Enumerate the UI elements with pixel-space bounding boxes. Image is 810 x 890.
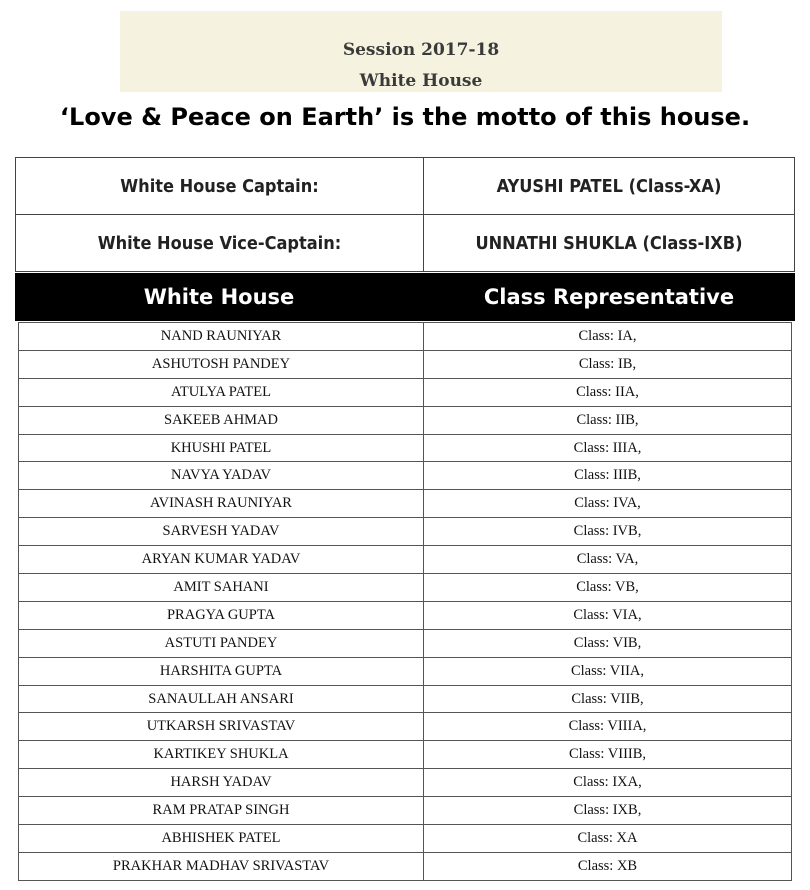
table-row bbox=[19, 378, 792, 406]
representative-class: Class: IVA, bbox=[424, 490, 792, 518]
representative-name: RAM PRATAP SINGH bbox=[19, 797, 424, 825]
table-row bbox=[19, 462, 792, 490]
representative-name: SARVESH YADAV bbox=[19, 518, 424, 546]
representative-name: ARYAN KUMAR YADAV bbox=[19, 546, 424, 574]
representative-class: Class: XA bbox=[424, 825, 792, 853]
representative-class: Class: VIIA, bbox=[424, 657, 792, 685]
table-row bbox=[19, 323, 792, 351]
leaders-table bbox=[15, 157, 795, 272]
representative-name: ASTUTI PANDEY bbox=[19, 629, 424, 657]
header-class-representative: Class Representative bbox=[483, 285, 735, 309]
representative-class: Class: IXB, bbox=[424, 797, 792, 825]
table-row bbox=[19, 601, 792, 629]
representative-name: SAKEEB AHMAD bbox=[19, 406, 424, 434]
representative-class: Class: XB bbox=[424, 852, 792, 880]
table-row bbox=[19, 657, 792, 685]
vice-captain-role: White House Vice-Captain: bbox=[16, 215, 424, 272]
representative-name: PRAGYA GUPTA bbox=[19, 601, 424, 629]
table-row bbox=[19, 797, 792, 825]
representative-name: AMIT SAHANI bbox=[19, 574, 424, 602]
representative-class: Class: VIA, bbox=[424, 601, 792, 629]
table-row bbox=[19, 546, 792, 574]
representative-name: ASHUTOSH PANDEY bbox=[19, 350, 424, 378]
representative-name: PRAKHAR MADHAV SRIVASTAV bbox=[19, 852, 424, 880]
representative-class: Class: VIIIB, bbox=[424, 741, 792, 769]
house-label: White House bbox=[359, 71, 483, 91]
representative-name: KARTIKEY SHUKLA bbox=[19, 741, 424, 769]
representative-name: HARSHITA GUPTA bbox=[19, 657, 424, 685]
representative-name: ATULYA PATEL bbox=[19, 378, 424, 406]
representative-name: ABHISHEK PATEL bbox=[19, 825, 424, 853]
representative-class: Class: IVB, bbox=[424, 518, 792, 546]
session-banner bbox=[120, 11, 722, 92]
captain-row bbox=[16, 158, 795, 215]
representative-class: Class: VIIIA, bbox=[424, 713, 792, 741]
representative-class: Class: VA, bbox=[424, 546, 792, 574]
table-row bbox=[19, 434, 792, 462]
representative-class: Class: IIIB, bbox=[424, 462, 792, 490]
vice-captain-row bbox=[16, 215, 795, 272]
table-row bbox=[19, 852, 792, 880]
table-row bbox=[19, 713, 792, 741]
table-row bbox=[19, 769, 792, 797]
table-row bbox=[19, 490, 792, 518]
captain-role: White House Captain: bbox=[16, 158, 424, 215]
table-row bbox=[19, 741, 792, 769]
representative-name: KHUSHI PATEL bbox=[19, 434, 424, 462]
header-house: White House bbox=[143, 285, 295, 309]
table-header bbox=[15, 273, 795, 321]
table-row bbox=[19, 350, 792, 378]
representative-class: Class: IXA, bbox=[424, 769, 792, 797]
table-row bbox=[19, 629, 792, 657]
table-row bbox=[19, 685, 792, 713]
representative-name: NAVYA YADAV bbox=[19, 462, 424, 490]
representative-class: Class: VIB, bbox=[424, 629, 792, 657]
representative-name: AVINASH RAUNIYAR bbox=[19, 490, 424, 518]
table-row bbox=[19, 825, 792, 853]
table-row bbox=[19, 518, 792, 546]
representative-name: HARSH YADAV bbox=[19, 769, 424, 797]
representative-name: NAND RAUNIYAR bbox=[19, 323, 424, 351]
representative-class: Class: IIA, bbox=[424, 378, 792, 406]
representative-class: Class: VIIB, bbox=[424, 685, 792, 713]
representatives-table bbox=[18, 322, 792, 881]
representative-class: Class: IA, bbox=[424, 323, 792, 351]
representative-name: SANAULLAH ANSARI bbox=[19, 685, 424, 713]
house-motto: ‘Love & Peace on Earth’ is the motto of this house. bbox=[59, 103, 751, 131]
table-row bbox=[19, 406, 792, 434]
table-row bbox=[19, 574, 792, 602]
representative-class: Class: IIIA, bbox=[424, 434, 792, 462]
representative-class: Class: VB, bbox=[424, 574, 792, 602]
session-label: Session 2017-18 bbox=[342, 40, 500, 60]
representative-class: Class: IB, bbox=[424, 350, 792, 378]
representative-class: Class: IIB, bbox=[424, 406, 792, 434]
captain-name: AYUSHI PATEL (Class-XA) bbox=[424, 158, 795, 215]
representative-name: UTKARSH SRIVASTAV bbox=[19, 713, 424, 741]
vice-captain-name: UNNATHI SHUKLA (Class-IXB) bbox=[424, 215, 795, 272]
